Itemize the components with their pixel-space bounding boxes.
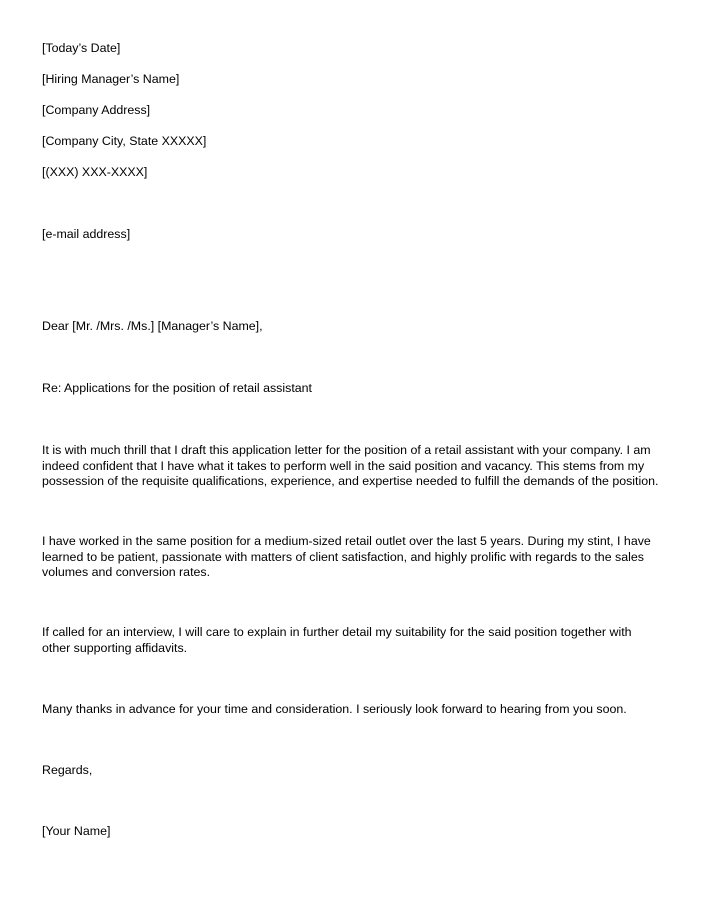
subject-line: Re: Applications for the position of retail assistant <box>42 381 312 395</box>
closing: Regards, <box>42 763 93 777</box>
email-address: [e-mail address] <box>42 227 131 241</box>
date-line: [Today’s Date] <box>42 41 121 55</box>
paragraph-line: I have worked in the same position for a medium-sized retail outlet over the last 5 years. During my stint, I have <box>42 534 651 548</box>
paragraph-line: Many thanks in advance for your time and consideration. I seriously look forward to hearing from you soon. <box>42 702 627 716</box>
signature-name: [Your Name] <box>42 824 111 838</box>
paragraph-line: possession of the requisite qualifications, experience, and expertise needed to fulfill the demands of the position. <box>42 474 659 488</box>
company-address: [Company Address] <box>42 103 151 117</box>
hiring-manager-name: [Hiring Manager’s Name] <box>42 72 180 86</box>
paragraph-line: volumes and conversion rates. <box>42 565 211 579</box>
body-paragraph-2 <box>42 534 682 581</box>
phone-number: [(XXX) XXX-XXXX] <box>42 165 148 179</box>
paragraph-line: other supporting affidavits. <box>42 640 188 655</box>
paragraph-line: indeed confident that I have what it takes to perform well in the said position and vacancy. This stems from my <box>42 458 645 473</box>
paragraph-line: learned to be patient, passionate with matters of client satisfaction, and highly prolific with regards to the sales <box>42 549 644 564</box>
company-city-state: [Company City, State XXXXX] <box>42 134 207 148</box>
body-paragraph-1 <box>42 443 682 490</box>
salutation: Dear [Mr. /Mrs. /Ms.] [Manager’s Name], <box>42 319 263 333</box>
body-paragraph-3 <box>42 625 682 656</box>
body-paragraph-4 <box>42 702 682 718</box>
paragraph-line: It is with much thrill that I draft this application letter for the position of a retail assistant with your company. I am <box>42 443 651 457</box>
paragraph-line: If called for an interview, I will care to explain in further detail my suitability for the said position together with <box>42 625 632 639</box>
